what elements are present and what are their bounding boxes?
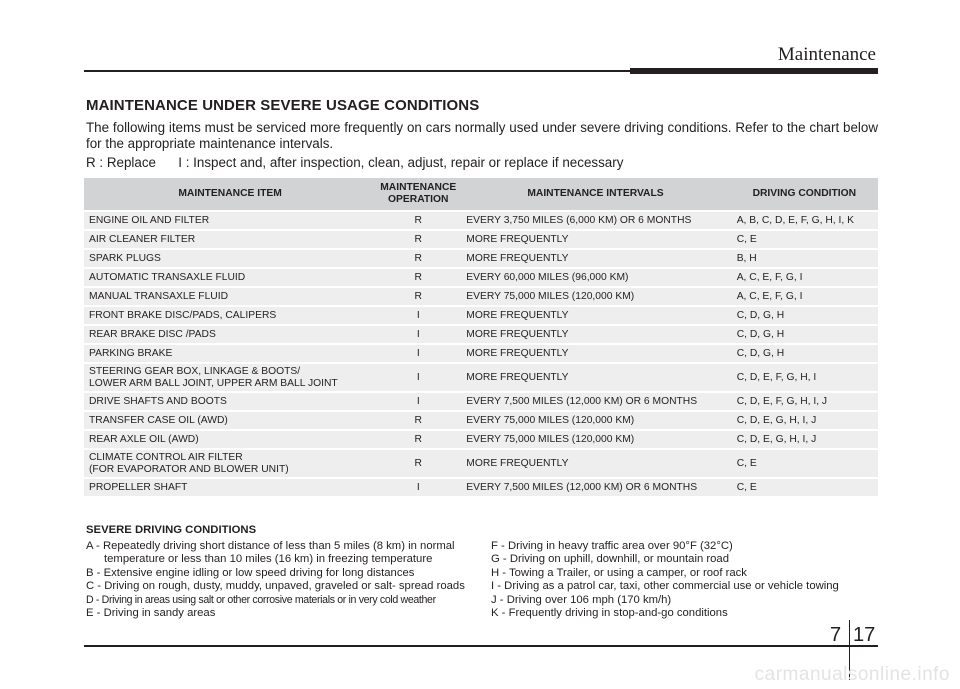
- cell-interval: EVERY 7,500 MILES (12,000 KM) OR 6 MONTHS: [460, 393, 730, 410]
- table-row: [84, 250, 878, 267]
- item-line-2: (FOR EVAPORATOR AND BLOWER UNIT): [89, 463, 289, 475]
- watermark: carmanualsonline.info: [754, 664, 950, 685]
- severe-conditions-left: [86, 540, 472, 620]
- cell-interval: MORE FREQUENTLY: [460, 231, 730, 248]
- item-line: STEERING GEAR BOX, LINKAGE & BOOTS/: [89, 365, 301, 377]
- cell-maintenance-item: [84, 326, 376, 343]
- cell-driving-condition: C, D, G, H: [731, 307, 878, 324]
- item-line: FRONT BRAKE DISC/PADS, CALIPERS: [89, 309, 277, 321]
- item-line: CLIMATE CONTROL AIR FILTER: [89, 451, 243, 463]
- severe-condition-item: H - Towing a Trailer, or using a camper, or roof rack: [491, 566, 747, 579]
- item-line: PROPELLER SHAFT: [89, 481, 188, 493]
- maintenance-table: [84, 176, 878, 498]
- severe-condition-item: F - Driving in heavy traffic area over 90°F (32°C): [491, 540, 733, 552]
- item-line: REAR BRAKE DISC /PADS: [89, 328, 216, 340]
- cell-interval: MORE FREQUENTLY: [460, 364, 730, 391]
- cell-interval: MORE FREQUENTLY: [460, 345, 730, 362]
- cell-operation: R: [376, 212, 460, 229]
- cell-operation: R: [376, 412, 460, 429]
- cell-maintenance-item: [84, 250, 376, 267]
- cell-interval: MORE FREQUENTLY: [460, 307, 730, 324]
- cell-operation: I: [376, 307, 460, 324]
- cell-driving-condition: C, E: [731, 231, 878, 248]
- table-row: [84, 364, 878, 391]
- item-line-2: LOWER ARM BALL JOINT, UPPER ARM BALL JOINT: [89, 377, 338, 389]
- cell-driving-condition: C, D, G, H: [731, 326, 878, 343]
- header-rule-accent: [630, 68, 878, 74]
- table-row: [84, 269, 878, 286]
- cell-operation: R: [376, 231, 460, 248]
- cell-operation: R: [376, 431, 460, 448]
- cell-driving-condition: C, D, G, H: [731, 345, 878, 362]
- cell-driving-condition: C, D, E, F, G, H, I, J: [731, 393, 878, 410]
- item-line: SPARK PLUGS: [89, 252, 161, 264]
- header-maintenance-intervals: MAINTENANCE INTERVALS: [460, 178, 730, 210]
- cell-operation: I: [376, 345, 460, 362]
- severe-conditions-right: [491, 540, 883, 620]
- item-line: AUTOMATIC TRANSAXLE FLUID: [89, 271, 246, 283]
- item-line: ENGINE OIL AND FILTER: [89, 214, 210, 226]
- cell-driving-condition: C, D, E, G, H, I, J: [731, 412, 878, 429]
- cell-interval: MORE FREQUENTLY: [460, 450, 730, 477]
- footer-rule: [84, 645, 878, 647]
- cell-maintenance-item: [84, 431, 376, 448]
- cell-interval: EVERY 75,000 MILES (120,000 KM): [460, 288, 730, 305]
- severe-condition-item: C - Driving on rough, dusty, muddy, unpaved, graveled or salt- spread roads: [86, 580, 465, 593]
- table-row: [84, 393, 878, 410]
- chapter-number: 7: [830, 624, 842, 646]
- legend-text: R : Replace I : Inspect and, after inspection, clean, adjust, repair or replace if necessary: [86, 155, 624, 170]
- table-row: [84, 307, 878, 324]
- cell-maintenance-item: [84, 307, 376, 324]
- cell-operation: R: [376, 288, 460, 305]
- cell-operation: R: [376, 450, 460, 477]
- cell-maintenance-item: [84, 231, 376, 248]
- page-title: MAINTENANCE UNDER SEVERE USAGE CONDITIONS: [86, 97, 480, 114]
- cell-operation: R: [376, 250, 460, 267]
- header-maintenance-operation: MAINTENANCE OPERATION: [376, 178, 460, 210]
- cell-interval: EVERY 7,500 MILES (12,000 KM) OR 6 MONTHS: [460, 479, 730, 496]
- cell-maintenance-item: [84, 479, 376, 496]
- cell-interval: EVERY 60,000 MILES (96,000 KM): [460, 269, 730, 286]
- cell-driving-condition: C, E: [731, 450, 878, 477]
- table-row: [84, 412, 878, 429]
- cell-interval: MORE FREQUENTLY: [460, 250, 730, 267]
- cell-maintenance-item: [84, 412, 376, 429]
- cell-driving-condition: A, C, E, F, G, I: [731, 288, 878, 305]
- table-row: [84, 288, 878, 305]
- cell-driving-condition: C, D, E, F, G, H, I: [731, 364, 878, 391]
- severe-condition-item: G - Driving on uphill, downhill, or mountain road: [491, 553, 729, 566]
- severe-condition-item: B - Extensive engine idling or low speed driving for long distances: [86, 566, 415, 579]
- cell-interval: EVERY 3,750 MILES (6,000 KM) OR 6 MONTHS: [460, 212, 730, 229]
- table-row: [84, 231, 878, 248]
- severe-condition-item: E - Driving in sandy areas: [86, 607, 216, 620]
- cell-operation: I: [376, 364, 460, 391]
- cell-driving-condition: C, E: [731, 479, 878, 496]
- cell-maintenance-item: [84, 345, 376, 362]
- intro-paragraph: The following items must be serviced more frequently on cars normally used under severe driving conditions. Refer to the chart below for the appropriate maintenance intervals.: [86, 120, 878, 151]
- table-header-row: [84, 178, 878, 210]
- severe-conditions-title: SEVERE DRIVING CONDITIONS: [86, 524, 257, 536]
- table-row: [84, 431, 878, 448]
- cell-driving-condition: B, H: [731, 250, 878, 267]
- table-row: [84, 479, 878, 496]
- cell-driving-condition: A, B, C, D, E, F, G, H, I, K: [731, 212, 878, 229]
- item-line: REAR AXLE OIL (AWD): [89, 433, 199, 445]
- item-line: TRANSFER CASE OIL (AWD): [89, 414, 228, 426]
- cell-maintenance-item: [84, 269, 376, 286]
- severe-condition-item: I - Driving as a patrol car, taxi, other commercial use or vehicle towing: [491, 580, 839, 593]
- severe-condition-item: K - Frequently driving in stop-and-go conditions: [491, 607, 728, 620]
- header-maintenance-item: MAINTENANCE ITEM: [84, 178, 376, 210]
- page-number: 17: [853, 624, 876, 646]
- table-row: [84, 326, 878, 343]
- table-body: [84, 212, 878, 496]
- cell-interval: EVERY 75,000 MILES (120,000 KM): [460, 431, 730, 448]
- table-row: [84, 345, 878, 362]
- item-line: PARKING BRAKE: [89, 347, 173, 359]
- item-line: AIR CLEANER FILTER: [89, 233, 196, 245]
- cell-maintenance-item: [84, 212, 376, 229]
- section-name: Maintenance: [777, 44, 876, 65]
- cell-operation: I: [376, 479, 460, 496]
- cell-driving-condition: C, D, E, G, H, I, J: [731, 431, 878, 448]
- cell-maintenance-item: [84, 393, 376, 410]
- table-row: [84, 450, 878, 477]
- cell-driving-condition: A, C, E, F, G, I: [731, 269, 878, 286]
- item-line: DRIVE SHAFTS AND BOOTS: [89, 395, 227, 407]
- cell-maintenance-item: [84, 450, 376, 477]
- cell-interval: MORE FREQUENTLY: [460, 326, 730, 343]
- severe-condition-item: A - Repeatedly driving short distance of less than 5 miles (8 km) in normal temperature or less than 10 miles (16 km) in freezing temperature: [86, 540, 455, 566]
- header-driving-condition: DRIVING CONDITION: [731, 178, 878, 210]
- table-row: [84, 212, 878, 229]
- cell-maintenance-item: [84, 288, 376, 305]
- item-line: MANUAL TRANSAXLE FLUID: [89, 290, 229, 302]
- cell-operation: I: [376, 393, 460, 410]
- severe-condition-item: J - Driving over 106 mph (170 km/h): [491, 593, 672, 606]
- cell-maintenance-item: [84, 364, 376, 391]
- cell-operation: I: [376, 326, 460, 343]
- cell-operation: R: [376, 269, 460, 286]
- cell-interval: EVERY 75,000 MILES (120,000 KM): [460, 412, 730, 429]
- severe-condition-item: D - Driving in areas using salt or other corrosive materials or in very cold weather: [86, 593, 436, 606]
